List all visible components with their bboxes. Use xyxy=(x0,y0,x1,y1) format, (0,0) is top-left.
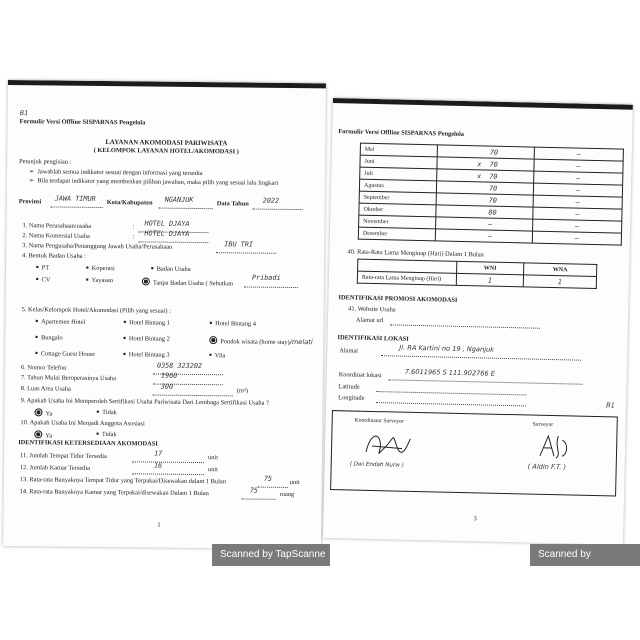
q3-value[interactable]: IBU TRI xyxy=(224,240,253,249)
month-value[interactable]: 70 xyxy=(485,182,534,195)
page-number: 1 xyxy=(157,521,161,529)
badan-usaha-cv[interactable]: ■ CV xyxy=(36,276,51,283)
q1-label: 1. Nama Perusahaan/usaha xyxy=(22,222,92,230)
month-other[interactable]: – xyxy=(534,147,623,161)
badan-usaha-tanpa[interactable]: Tanpa Badan Usaha ( Sebutkan xyxy=(142,277,233,287)
month-value[interactable]: 80 xyxy=(484,206,533,219)
signature-right xyxy=(534,432,575,463)
month-value[interactable]: 70 xyxy=(486,146,535,159)
instruction-2: ➢ Bila terdapat indikator yang membenkan pilihan jawaban, maka pilih yang sesuai lalu lingkari xyxy=(29,177,278,187)
form-title: LAYANAN AKOMODASI PARIWISATA xyxy=(105,139,228,148)
q7-value[interactable]: 1960 xyxy=(160,371,178,380)
month-name: Desember xyxy=(358,227,435,241)
q12-label: 12. Jumlah Kamar Tersedia xyxy=(19,464,91,472)
q14-unit: ruang xyxy=(279,490,295,499)
badan-usaha-yayasan[interactable]: ■ Yayasan xyxy=(86,277,113,284)
badan-usaha-badan[interactable]: ■ Badan Usaha xyxy=(151,266,191,273)
kelas-bungalo[interactable]: ■ Bungalo xyxy=(35,334,62,341)
q4-label: 4. Bentuk Badan Usaha : xyxy=(22,252,86,260)
month-name: Mei xyxy=(360,143,437,157)
form-page-right xyxy=(323,98,633,545)
q13-value[interactable]: 75 xyxy=(263,474,273,483)
q8-value[interactable]: 300 xyxy=(160,382,174,391)
badan-usaha-pt[interactable]: ■ PT xyxy=(36,264,49,271)
q9-tidak[interactable]: ■ Tidak xyxy=(96,409,116,416)
month-name: Juli xyxy=(360,167,437,181)
q2-value[interactable]: HOTEL DJAYA xyxy=(144,229,190,238)
month-name: Juni xyxy=(360,155,437,169)
selected-circle-icon xyxy=(209,336,217,344)
provinsi-value[interactable]: JAWA TIMUR xyxy=(54,194,96,203)
q2-label: 2. Nama Komersial Usaha xyxy=(22,232,90,240)
month-check[interactable] xyxy=(436,217,485,230)
alamat-label: Alamat xyxy=(339,347,359,355)
q6-value[interactable]: 0358 323202 xyxy=(156,361,203,371)
q11-unit: unit xyxy=(208,454,219,462)
koordinat-value[interactable]: 7.6011965 S 111.902766 E xyxy=(404,367,496,378)
month-value[interactable]: – xyxy=(484,230,533,243)
q13-unit: unit xyxy=(289,478,300,487)
q14-label: 14. Rata-rata Banyaknya Kamar yang Terpakai/disewakan Dalam 1 Bulan xyxy=(19,488,209,498)
lama-menginap-table xyxy=(357,259,598,289)
form-subtitle: ( KELOMPOK LAYANAN HOTEL/AKOMODASI ) xyxy=(93,146,239,156)
month-check[interactable] xyxy=(436,205,485,218)
q8-label: 8. Luas Area Usaha xyxy=(20,385,71,393)
q11-label: 11. Jumlah Tempat Tidur Tersedia xyxy=(20,452,107,461)
sig-left-name: ( Dwi Endah Nurw ) xyxy=(349,461,404,469)
sig-left-title: Koordinator Surveyor xyxy=(354,417,404,425)
kelas-vila[interactable]: ■ Vila xyxy=(209,352,225,359)
month-check[interactable]: x xyxy=(437,157,486,170)
corner-note: B1 xyxy=(606,401,615,410)
month-name: Agustus xyxy=(359,179,436,193)
month-name: September xyxy=(359,191,436,205)
section-ketersediaan: IDENTIFIKASI KETERSEDIAAN AKOMODASI xyxy=(18,439,158,448)
month-value[interactable]: – xyxy=(484,218,533,231)
q3-label: 3. Nama Pengusaha/Penanggung Jawab Usaha/Perusahaan xyxy=(22,242,173,251)
month-other[interactable]: – xyxy=(533,195,622,209)
corner-note: B1 xyxy=(19,109,29,118)
col-wna: WNA xyxy=(523,263,596,277)
q40-label: 40. Rata-Rata Lama Menginap (Hari) Dalam 1 Bulan xyxy=(347,248,484,259)
page-number: 3 xyxy=(473,515,477,523)
provinsi-label: Provinsi xyxy=(18,198,42,206)
month-check[interactable]: x xyxy=(437,169,486,182)
q6-label: 6. Nomor Telefon xyxy=(20,364,67,372)
row-label: Rata-rata Lama Menginap (Hari) xyxy=(357,271,456,285)
selected-circle-icon xyxy=(34,430,42,438)
latitude-label: Latitude xyxy=(338,383,360,391)
sig-right-title: Surveyor xyxy=(532,421,554,429)
q11-value[interactable]: 17 xyxy=(154,449,163,458)
q10-ya[interactable]: Ya xyxy=(34,430,52,439)
longitude-label: Longitude xyxy=(338,394,365,402)
sig-right-name: ( Aldin F.T. ) xyxy=(527,462,567,472)
selected-circle-icon xyxy=(34,408,42,416)
value-wna[interactable]: 1 xyxy=(523,275,596,289)
month-check[interactable] xyxy=(436,181,485,194)
q9-ya[interactable]: Ya xyxy=(34,408,52,417)
badan-usaha-value[interactable]: Pribadi xyxy=(251,273,281,282)
koordinat-label: Koordinat lokasi xyxy=(338,371,382,380)
q12-value[interactable]: 16 xyxy=(153,461,163,470)
q13-label: 13. Rata-rata Banyaknya Tempat Tidur yang Terpakai/Disewakan dalam 1 Bulan xyxy=(19,476,226,486)
month-other[interactable]: – xyxy=(534,159,623,173)
scanner-watermark-right: Scanned by TapScanner xyxy=(530,544,640,566)
month-other[interactable]: – xyxy=(534,171,623,185)
kelas-apartemen[interactable]: ■ Apartemen Hotel xyxy=(35,318,85,326)
q41-label: 41. Website Usaha xyxy=(348,305,396,314)
month-value[interactable]: 70 xyxy=(485,170,534,183)
scan-edge xyxy=(333,98,633,110)
month-other[interactable]: – xyxy=(533,207,622,221)
q14-value[interactable]: 75 xyxy=(249,486,258,495)
form-page-left: B1 Formulir Versi Offline SISPARNAS Pengelola LAYANAN AKOMODASI PARIWISATA ( KELOMPOK LAYANAN HOTEL/AKOMODASI ) Petunjuk pengisian : ➢ Jawablah semua indikator sesuai dengan informasi yang tersedia ➢ Bila terdapat indikator yang membenkan pilihan jawaban, maka pilih yang sesuai lalu lingkari Provinsi JAWA TIMUR Kota/Kabupaten NGANJUK Data Tahun 2022 1. Nama Perusahaan/usaha : HOTEL DJAYA 2. Nama Komersial Usaha : HOTEL DJAYA 3. Nama Pengusaha/Penanggung Jawab Usaha/Perusahaan IBU TRI 4. Bentuk Badan Usaha : ■ PT ■ Koperasi ■ Badan Usaha ■ CV ■ Yayasan Tanpa Badan Usaha ( Sebutkan Pribadi 5. Kelas/Kelompok Hotel/Akomodasi (Pilih yang sesuai) : ■ Apartemen Hotel ■ Hotel Bintang 1 ■ Hotel Bintang 4 ■ Bungalo ■ Hotel Bintang 2 Pondok wisata (home stay)/melati ■ Cottage Guest House ■ Hotel Bintang 3 ■ Vila 6. Nomor Telefon 0358 323202 7. Tahun Mulai Beroperasinya Usaha 1960 8. Luas Area Usaha 300 (m²) 9. Apakah Usaha Ini Memperoleh Sertifikasi Usaha Pariwisata Dari Lembaga Sertifikasi Usaha ? Ya ■ Tidak 10. Apakah Usaha Ini Menjadi Anggota Asosiasi Ya ■ Tidak IDENTIFIKASI KETERSEDIAAN AKOMODASI 11. Jumlah Tempat Tidur Tersedia 17 unit 12. Jumlah Kamar Tersedia 16 unit 13. Rata-rata Banyaknya Tempat Tidur yang Terpakai/Disewakan dalam 1 Bulan 75 unit 14. Rata-rata Banyaknya Kamar yang Terpakai/disewakan Dalam 1 Bulan 75 ruang 1 xyxy=(3,80,326,549)
section-promosi: IDENTIFIKASI PROMOSI AKOMODASI xyxy=(338,294,458,304)
month-check[interactable] xyxy=(435,229,484,242)
q7-label: 7. Tahun Mulai Beroperasinya Usaha xyxy=(20,374,117,383)
scan-edge xyxy=(8,80,326,88)
kota-value[interactable]: NGANJUK xyxy=(164,195,194,204)
instruction-1: ➢ Jawablah semua indikator sesuai dengan informasi yang tersedia xyxy=(29,168,203,177)
section-lokasi: IDENTIFIKASI LOKASI xyxy=(337,334,409,343)
month-check[interactable] xyxy=(436,193,485,206)
q1-value[interactable]: HOTEL DJAYA xyxy=(144,219,190,228)
scanner-watermark-left: Scanned by TapScanne xyxy=(212,544,330,566)
month-other[interactable]: – xyxy=(533,219,622,233)
q9-label: 9. Apakah Usaha Ini Memperoleh Sertifikasi Usaha Pariwisata Dari Lembaga Sertifikasi Usaha ? xyxy=(20,397,269,407)
month-name: November xyxy=(359,215,436,229)
q10-tidak[interactable]: ■ Tidak xyxy=(96,431,116,438)
instructions-label: Petunjuk pengisian : xyxy=(19,158,72,166)
badan-usaha-koperasi[interactable]: ■ Koperasi xyxy=(86,265,115,272)
month-check[interactable] xyxy=(437,145,486,158)
q41-url-label: Alamat url xyxy=(355,316,384,325)
kelas-cottage[interactable]: ■ Cottage Guest House xyxy=(35,350,95,358)
selected-circle-icon xyxy=(142,277,150,285)
q8-unit: (m²) xyxy=(236,387,248,395)
form-header: Formulir Versi Offline SISPARNAS Pengelola xyxy=(19,118,146,127)
kelas-bintang-4[interactable]: ■ Hotel Bintang 4 xyxy=(209,320,256,328)
col-wni: WNI xyxy=(457,261,524,275)
q10-label: 10. Apakah Usaha Ini Menjadi Anggota Asosiasi xyxy=(20,419,145,428)
month-other[interactable]: – xyxy=(533,183,622,197)
q5-label: 5. Kelas/Kelompok Hotel/Akomodasi (Pilih yang sesuai) : xyxy=(21,306,171,315)
kelas-bintang-2[interactable]: ■ Hotel Bintang 2 xyxy=(123,335,170,343)
kelas-bintang-3[interactable]: ■ Hotel Bintang 3 xyxy=(123,351,170,359)
value-wni[interactable]: 1 xyxy=(456,273,523,287)
tahun-label: Data Tahun xyxy=(216,200,249,208)
month-value[interactable]: 70 xyxy=(485,158,534,171)
signature-box xyxy=(330,410,618,496)
kelas-bintang-1[interactable]: ■ Hotel Bintang 1 xyxy=(123,319,170,327)
month-other[interactable]: – xyxy=(532,231,621,245)
kelas-pondok-wisata[interactable]: Pondok wisata (home stay)/melati xyxy=(209,336,312,346)
monthly-occupancy-table xyxy=(358,143,624,246)
alamat-value[interactable]: Jl. RA Kartini no 19 , Nganjuk xyxy=(399,343,495,354)
q12-unit: unit xyxy=(207,466,218,474)
month-name: Oktober xyxy=(359,203,436,217)
signature-left xyxy=(356,428,417,461)
form-header: Formulir Versi Offline SISPARNAS Pengelola xyxy=(338,128,465,138)
tahun-value[interactable]: 2022 xyxy=(262,196,280,205)
month-value[interactable]: 70 xyxy=(485,194,534,207)
kota-label: Kota/Kabupaten xyxy=(106,199,153,207)
